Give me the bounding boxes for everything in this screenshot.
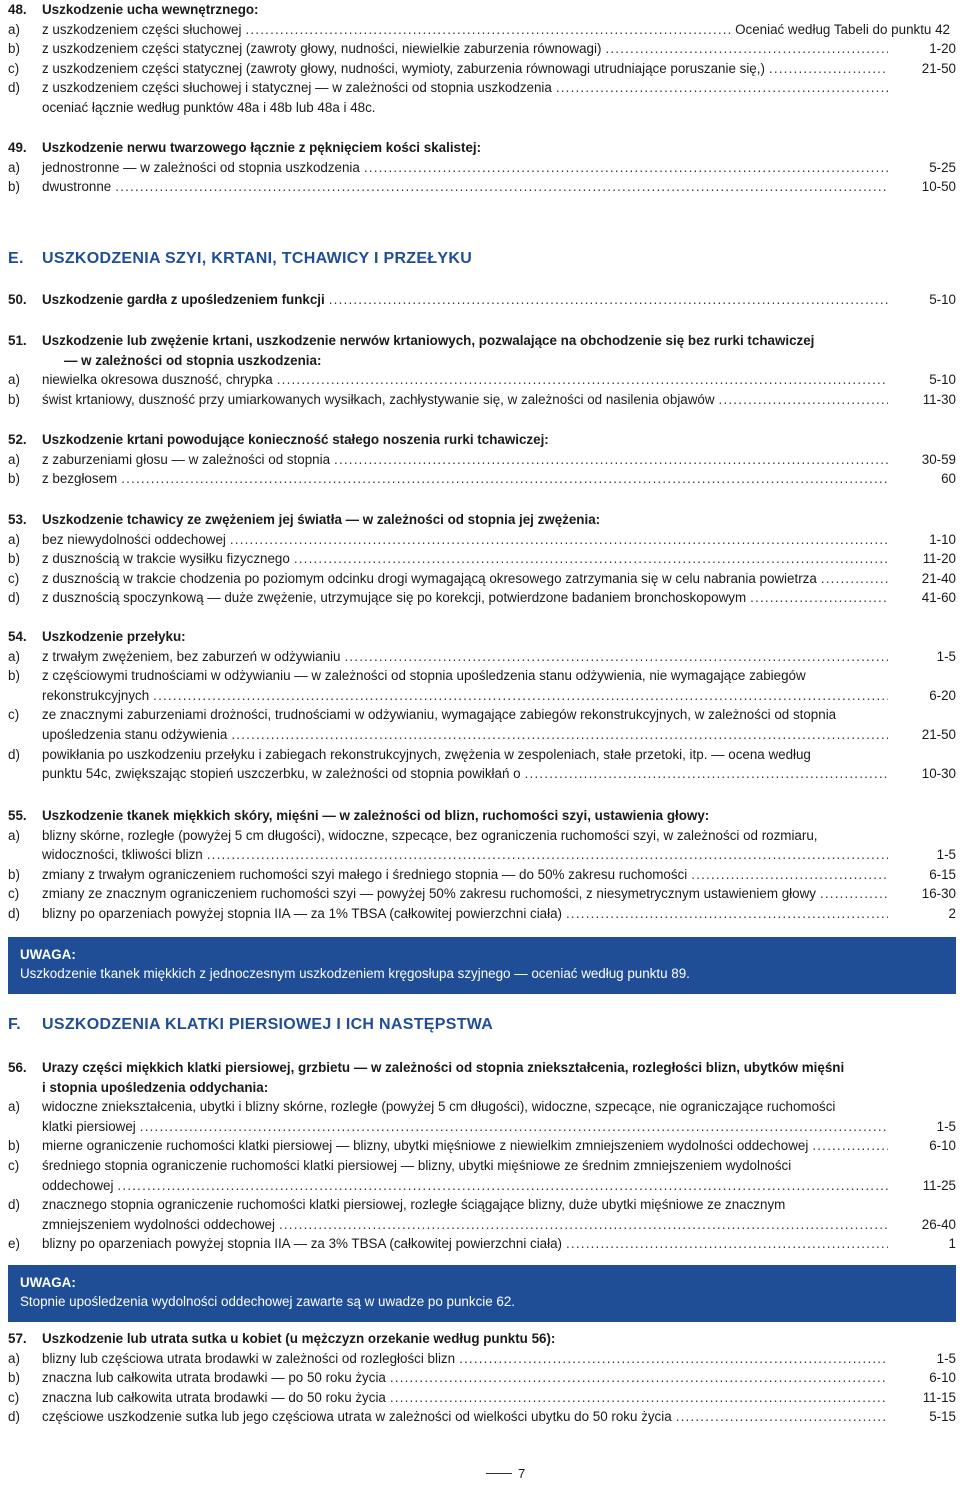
- item-value: 1-10: [929, 531, 956, 547]
- leader-dots: [329, 290, 888, 310]
- list-item: a) z uszkodzeniem części słuchowej ..... Oceniać według Tabeli do punktu 42: [8, 20, 956, 40]
- leader-dots: [117, 1176, 888, 1196]
- leader-dots: [769, 59, 888, 79]
- item-number: 56.: [8, 1060, 27, 1075]
- leader-dots: [556, 78, 888, 98]
- item-number: 55.: [8, 808, 27, 823]
- item-value: 6-15: [929, 866, 956, 882]
- item-title: Uszkodzenie lub utrata sutka u kobiet (u mężczyzn orzekanie według punktu 56):: [42, 1331, 556, 1346]
- leader-dots: [566, 1234, 888, 1254]
- leader-dots: [719, 390, 888, 410]
- item-52: [8, 430, 956, 489]
- item-value: 5-15: [929, 1409, 956, 1425]
- item-49: [8, 138, 956, 197]
- item-title: Uszkodzenie tkanek miękkich skóry, mięśni — w zależności od blizn, ruchomości szyi, ustawienia głowy:: [42, 808, 710, 823]
- list-item: b) mierne ograniczenie ruchomości klatki piersiowej — blizny, ubytki mięśniowe z niewielkim zmniejszeniem wydolności oddechowej ..... 6-10: [8, 1136, 956, 1156]
- item-value: 21-40: [921, 570, 956, 586]
- item-50: [8, 290, 956, 310]
- section-heading: F. USZKODZENIA KLATKI PIERSIOWEJ I ICH NASTĘPSTWA: [8, 1016, 494, 1033]
- list-item: b) z uszkodzeniem części statycznej (zawroty głowy, nudności, niewielkie zaburzenia równowagi) ..... 1-20: [8, 39, 956, 59]
- item-value: 6-10: [929, 1138, 956, 1154]
- item-value: Oceniać według Tabeli do punktu 42: [735, 21, 950, 37]
- leader-dots: [334, 450, 888, 470]
- item-value: 1-5: [936, 847, 956, 863]
- item-value: 1-5: [936, 1118, 956, 1134]
- page-footer: [486, 1466, 525, 1481]
- leader-dots: [279, 1215, 888, 1235]
- list-item: b) świst krtaniowy, duszność przy umiarkowanych wysiłkach, zachłystywanie się, w zależności od nasilenia objawów ..... 11-30: [8, 390, 956, 410]
- list-item: b) dwustronne ..... 10-50: [8, 177, 956, 197]
- item-number: 50.: [8, 292, 27, 307]
- list-item: c) zmiany ze znacznym ograniczeniem ruchomości szyi — powyżej 50% zakresu ruchomości, z niesymetrycznym ustawieniem głowy ..... 16-30: [8, 884, 956, 904]
- leader-dots: [390, 1368, 888, 1388]
- leader-dots: [821, 569, 888, 589]
- leader-dots: [294, 549, 888, 569]
- list-item: a) blizny skórne, rozległe (powyżej 5 cm długości), widoczne, szpecące, bez ograniczenia ruchomości szyi, w zależności od rozmiaru, widoczności, tkliwości blizn ..... 1-5: [8, 826, 956, 865]
- leader-dots: [231, 725, 888, 745]
- item-value: 21-50: [921, 60, 956, 76]
- list-item: c) ze znacznymi zaburzeniami drożności, trudnościami w odżywianiu, wymagające zabiegów rekonstrukcyjnych, w zależności od stopnia upośledzenia stanu odżywienia ..... 21-50: [8, 705, 956, 744]
- leader-dots: [605, 39, 888, 59]
- leader-dots: [153, 686, 888, 706]
- list-item: c) średniego stopnia ograniczenie ruchomości klatki piersiowej — blizny, ubytki mięśniowe ze średnim zmniejszeniem wydolności oddechowej ..... 11-25: [8, 1156, 956, 1195]
- note-text: Uszkodzenie tkanek miękkich z jednoczesnym uszkodzeniem kręgosłupa szyjnego — oceniać według punktu 89.: [20, 966, 690, 981]
- leader-dots: [140, 1117, 888, 1137]
- list-item: c) z uszkodzeniem części statycznej (zawroty głowy, nudności, wymioty, zaburzenia równowagi utrudniające poruszanie się,) ..... 21-50: [8, 59, 956, 79]
- list-item: b) z dusznością w trakcie wysiłku fizycznego ..... 11-20: [8, 549, 956, 569]
- item-value: 1: [948, 1236, 956, 1252]
- page-number: 7: [518, 1466, 526, 1481]
- list-item: d) blizny po oparzeniach powyżej stopnia IIA — za 1% TBSA (całkowitej powierzchni ciała) ..... 2: [8, 904, 956, 924]
- item-48: [8, 0, 956, 118]
- leader-dots: [364, 158, 888, 178]
- leader-dots: [230, 530, 888, 550]
- item-value: 60: [941, 471, 956, 487]
- list-item: c) znaczna lub całkowita utrata brodawki — do 50 roku życia ..... 11-15: [8, 1388, 956, 1408]
- leader-dots: [207, 845, 888, 865]
- list-item: d) częściowe uszkodzenie sutka lub jego częściowa utrata w zależności od wielkości ubytku do 50 roku życia ..... 5-15: [8, 1407, 956, 1427]
- item-value: 21-50: [921, 726, 956, 742]
- list-item: a) jednostronne — w zależności od stopnia uszkodzenia ..... 5-25: [8, 158, 956, 178]
- item-value: 11-15: [922, 1389, 956, 1405]
- leader-dots: [390, 1388, 888, 1408]
- leader-dots: [676, 1407, 888, 1427]
- item-value: 16-30: [921, 886, 956, 902]
- item-53: [8, 510, 956, 608]
- note-box: [8, 937, 956, 994]
- list-item: a) z zaburzeniami głosu — w zależności od stopnia ..... 30-59: [8, 450, 956, 470]
- leader-dots: [691, 865, 888, 885]
- leader-dots: [566, 904, 888, 924]
- item-value: 5-10: [929, 292, 956, 307]
- item-value: 10-30: [921, 766, 956, 782]
- item-value: 11-20: [922, 551, 956, 567]
- list-item: a) bez niewydolności oddechowej ..... 1-10: [8, 530, 956, 550]
- item-value: 6-20: [929, 687, 956, 703]
- leader-dots: [121, 469, 888, 489]
- item-value: 1-20: [929, 41, 956, 57]
- item-title: Uszkodzenie krtani powodujące konieczność stałego noszenia rurki tchawiczej:: [42, 432, 549, 447]
- item-54: [8, 627, 956, 784]
- item-value: 2: [948, 905, 956, 921]
- leader-dots: [750, 588, 888, 608]
- item-number: 53.: [8, 512, 27, 527]
- note-text: Stopnie upośledzenia wydolności oddechowej zawarte są w uwadze po punkcie 62.: [20, 1294, 516, 1309]
- note-heading: UWAGA:: [20, 947, 76, 962]
- leader-dots: [525, 764, 888, 784]
- item-title-cont: — w zależności od stopnia uszkodzenia:: [64, 352, 322, 368]
- list-item: e) blizny po oparzeniach powyżej stopnia IIA — za 3% TBSA (całkowitej powierzchni ciała) ..... 1: [8, 1234, 956, 1254]
- item-title: Uszkodzenie ucha wewnętrznego:: [42, 2, 259, 17]
- list-item: d) powikłania po uszkodzeniu przełyku i zabiegach rekonstrukcyjnych, zwężenia w zespoleniach, stałe przetoki, itp. — ocena według punktu 54c, zwiększając stopień uszczerbku, w zależności od stopnia powikłań o ..... 10-30: [8, 745, 956, 784]
- item-title: Urazy części miękkich klatki piersiowej, grzbietu — w zależności od stopnia zniekształcenia, rozległości blizn, ubytków mięśni: [42, 1060, 845, 1075]
- list-item: b) z bezgłosem ..... 60: [8, 469, 956, 489]
- item-number: 54.: [8, 629, 27, 644]
- list-item: a) niewielka okresowa duszność, chrypka ..... 5-10: [8, 370, 956, 390]
- item-number: 51.: [8, 333, 27, 348]
- item-value: 30-59: [921, 451, 956, 467]
- note-heading: UWAGA:: [20, 1275, 76, 1290]
- item-value: 1-5: [936, 648, 956, 664]
- item-56: [8, 1058, 956, 1254]
- item-title: Uszkodzenie lub zwężenie krtani, uszkodzenie nerwów krtaniowych, pozwalające na obchodzenie się bez rurki tchawiczej: [42, 333, 815, 348]
- item-57: [8, 1329, 956, 1427]
- leader-dots: [459, 1349, 888, 1369]
- item-title-cont: i stopnia upośledzenia oddychania:: [42, 1079, 269, 1095]
- leader-dots: [820, 884, 888, 904]
- item-number: 52.: [8, 432, 27, 447]
- item-value: 11-30: [922, 391, 956, 407]
- section-heading: E. USZKODZENIA SZYI, KRTANI, TCHAWICY I PRZEŁYKU: [8, 250, 473, 267]
- item-value: 10-50: [921, 179, 956, 195]
- item-55: [8, 806, 956, 924]
- list-item: d) znacznego stopnia ograniczenie ruchomości klatki piersiowej, rozległe ściągające blizny, duże ubytki mięśniowe ze znacznym zmniejszeniem wydolności oddechowej ..... 26-40: [8, 1195, 956, 1234]
- item-title: Uszkodzenie tchawicy ze zwężeniem jej światła — w zależności od stopnia jej zwężenia:: [42, 512, 601, 527]
- list-item: c) z dusznością w trakcie chodzenia po poziomym odcinku drogi wymagającą okresowego zatrzymania się w celu nabrania powietrza ..... 21-40: [8, 569, 956, 589]
- item-value: 6-10: [929, 1370, 956, 1386]
- list-item: b) zmiany z trwałym ograniczeniem ruchomości szyi małego i średniego stopnia — do 50% zakresu ruchomości ..... 6-15: [8, 865, 956, 885]
- list-item: d) z uszkodzeniem części słuchowej i statycznej — w zależności od stopnia uszkodzenia ..... oceniać łącznie według punktów 48a i 48b lub 48a i 48c.: [8, 78, 956, 117]
- item-title: Uszkodzenie gardła z upośledzeniem funkcji: [42, 292, 325, 307]
- leader-dots: [115, 177, 888, 197]
- list-item: a) z trwałym zwężeniem, bez zaburzeń w odżywianiu ..... 1-5: [8, 647, 956, 667]
- list-item: d) z dusznością spoczynkową — duże zwężenie, utrzymujące się po korekcji, potwierdzone badaniem bronchoskopowym ..... 41-60: [8, 588, 956, 608]
- item-number: 48.: [8, 2, 27, 17]
- item-value: 41-60: [921, 590, 956, 606]
- item-value: 11-25: [922, 1177, 956, 1193]
- leader-dots: [245, 20, 731, 40]
- list-item: b) z częściowymi trudnościami w odżywianiu — w zależności od stopnia upośledzenia stanu odżywienia, nie wymagające zabiegów rekonstrukcyjnych ..... 6-20: [8, 666, 956, 705]
- item-value: 5-25: [929, 159, 956, 175]
- item-title: Uszkodzenie nerwu twarzowego łącznie z pęknięciem kości skalistej:: [42, 140, 482, 155]
- item-value: 5-10: [929, 372, 956, 388]
- list-item: a) blizny lub częściowa utrata brodawki w zależności od rozległości blizn ..... 1-5: [8, 1349, 956, 1369]
- leader-dots: [277, 370, 888, 390]
- note-box: [8, 1265, 956, 1322]
- item-number: 57.: [8, 1331, 27, 1346]
- item-number: 49.: [8, 140, 27, 155]
- item-value: 26-40: [921, 1216, 956, 1232]
- footer-rule: [486, 1473, 512, 1474]
- item-value: 1-5: [936, 1350, 956, 1366]
- item-title: Uszkodzenie przełyku:: [42, 629, 186, 644]
- list-item: b) znaczna lub całkowita utrata brodawki — po 50 roku życia ..... 6-10: [8, 1368, 956, 1388]
- list-item: a) widoczne zniekształcenia, ubytki i blizny skórne, rozległe (powyżej 5 cm długości), widoczne, szpecące, nie ograniczające ruchomości klatki piersiowej ..... 1-5: [8, 1097, 956, 1136]
- leader-dots: [344, 647, 888, 667]
- item-51: [8, 331, 956, 409]
- leader-dots: [812, 1136, 888, 1156]
